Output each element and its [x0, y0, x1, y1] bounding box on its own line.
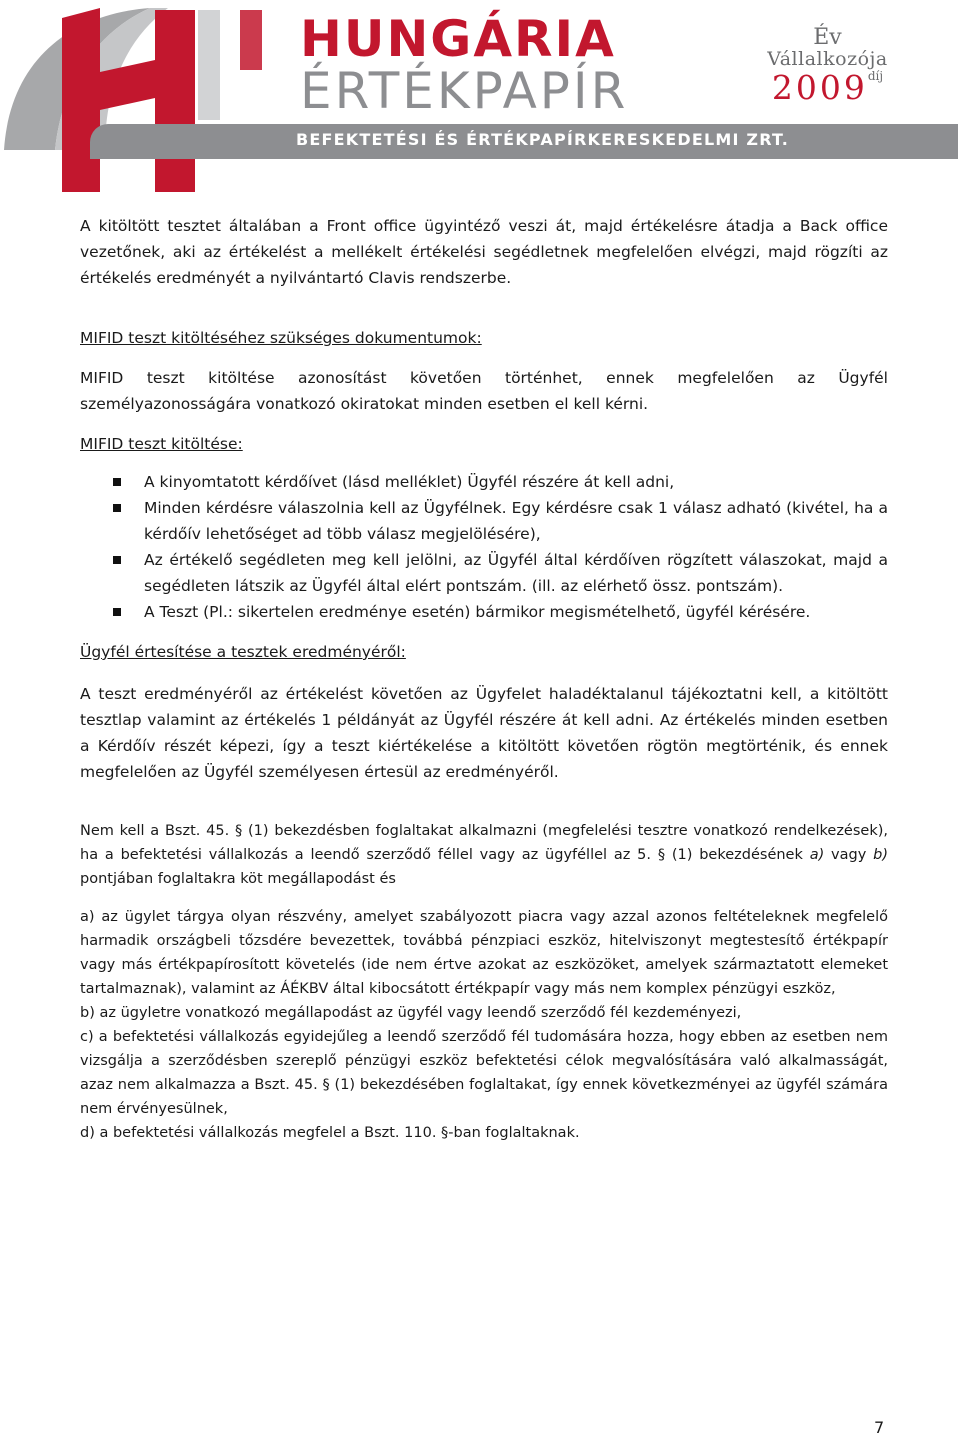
- legal-intro-end: pontjában foglaltakra köt megállapodást és: [80, 871, 396, 887]
- document-body: [80, 213, 888, 1145]
- company-logo-mark: [0, 0, 300, 200]
- award-year: 2009: [771, 67, 868, 107]
- legal-item-a: a) az ügylet tárgya olyan részvény, amelyet szabályozott piacra vagy azzal azonos feltételeknek megfelelő harmadik országbeli tőzsdére bevezettek, továbbá pénzpiaci eszköz, hitelviszonyt megtestesítő értékpapír vagy más értékpapírosított követelés (ide nem értve azokat az eszközöket, amelyek származtatott elemeket tartalmaznak), valamint az ÁÉKBV által kibocsátott értékpapír vagy más nem komplex pénzügyi eszköz,: [80, 909, 888, 997]
- company-tagline: BEFEKTETÉSI ÉS ÉRTÉKPAPÍRKERESKEDELMI ZRT.: [296, 130, 790, 149]
- list-item-text: A kinyomtatott kérdőívet (lásd melléklet) Ügyfél részére át kell adni,: [144, 473, 675, 491]
- legal-item-d: d) a befektetési vállalkozás megfelel a Bszt. 110. §-ban foglaltaknak.: [80, 1125, 580, 1141]
- legal-intro-a: a): [809, 847, 825, 863]
- section-notify-text: A teszt eredményéről az értékelést követően az Ügyfelet haladéktalanul tájékoztatni kell, a kitöltött tesztlap valamint az értékelés 1 példányát az Ügyfél részére át kell adni. Az értékelés minden esetben a Kérdőív részét képezi, így a teszt kiértékelése a kitöltött követően rögtön megtörténik, és ennek megfelelően az Ügyfél személyesen értesül az eredményéről.: [80, 685, 888, 781]
- list-item-text: Az értékelő segédleten meg kell jelölni, az Ügyfél által kérdőíven rögzített válaszokat, majd a segédleten látszik az Ügyfél által elért pontszám. (ill. az elérhető össz. pontszám).: [144, 551, 888, 595]
- award-line1: Év: [813, 25, 842, 50]
- award-badge: [740, 26, 915, 106]
- intro-paragraph: A kitöltött tesztet általában a Front office ügyintéző veszi át, majd értékelésre átadja a Back office vezetőnek, aki az értékelést a mellékelt értékelési segédletnek megfelelően elvégzi, majd rögzíti az értékelés eredményét a nyilvántartó Clavis rendszerbe.: [80, 217, 888, 287]
- section-docs-text: MIFID teszt kitöltése azonosítást követően történhet, ennek megfelelően az Ügyfél személyazonosságára vonatkozó okiratokat minden esetben el kell kérni.: [80, 369, 888, 413]
- legal-intro: [80, 819, 888, 891]
- page-header: [0, 0, 960, 200]
- bullet-square-icon: [113, 504, 121, 512]
- bullet-square-icon: [113, 556, 121, 564]
- brand-subtitle: ÉRTÉKPAPÍR: [300, 62, 629, 120]
- section-notify-heading: Ügyfél értesítése a tesztek eredményéről:: [80, 643, 406, 661]
- list-item-text: Minden kérdésre válaszolnia kell az Ügyfélnek. Egy kérdésre csak 1 válasz adható (kivétel, ha a kérdőív lehetőséget ad több válasz megjelölésére),: [144, 499, 888, 543]
- legal-section: [80, 819, 888, 1145]
- list-item: [80, 547, 888, 599]
- list-item: [80, 599, 888, 625]
- award-year-row: [740, 67, 915, 107]
- legal-intro-start: Nem kell a Bszt. 45. § (1) bekezdésben foglaltakat alkalmazni (megfelelési tesztre vonatkozó rendelkezések), ha a befektetési vállalkozás a leendő szerződő féllel vagy az ügyféllel az 5. § (1) bekezdésének: [80, 823, 888, 863]
- list-item: [80, 495, 888, 547]
- bullet-square-icon: [113, 608, 121, 616]
- legal-intro-b: b): [873, 847, 888, 863]
- section-docs-heading: MIFID teszt kitöltéséhez szükséges dokumentumok:: [80, 329, 482, 347]
- bullet-square-icon: [113, 478, 121, 486]
- list-item: [80, 469, 888, 495]
- list-item-text: A Teszt (Pl.: sikertelen eredménye esetén) bármikor megismételhető, ügyfél kérésére.: [144, 603, 811, 621]
- page-number: 7: [874, 1418, 885, 1437]
- brand-title: HUNGÁRIA: [300, 10, 616, 68]
- fill-steps-list: [80, 469, 888, 625]
- legal-intro-mid: vagy: [824, 847, 874, 863]
- legal-item-b: b) az ügyletre vonatkozó megállapodást az ügyfél vagy leendő szerződő fél kezdeményezi,: [80, 1005, 742, 1021]
- legal-item-c: c) a befektetési vállalkozás egyidejűleg a leendő szerződő fél tudomására hozza, hogy ebben az esetben nem vizsgálja a szerződésben szereplő pénzügyi eszköz befektetési célok megvalósítására való alkalmasságát, azaz nem alkalmazza a Bszt. 45. § (1) bekezdésében foglaltakat, így ennek következményei az ügyfél számára nem érvényesülnek,: [80, 1029, 888, 1117]
- award-suffix: díj: [867, 68, 884, 83]
- section-fill-heading: MIFID teszt kitöltése:: [80, 435, 243, 453]
- award-line2: Vállalkozója: [767, 48, 888, 71]
